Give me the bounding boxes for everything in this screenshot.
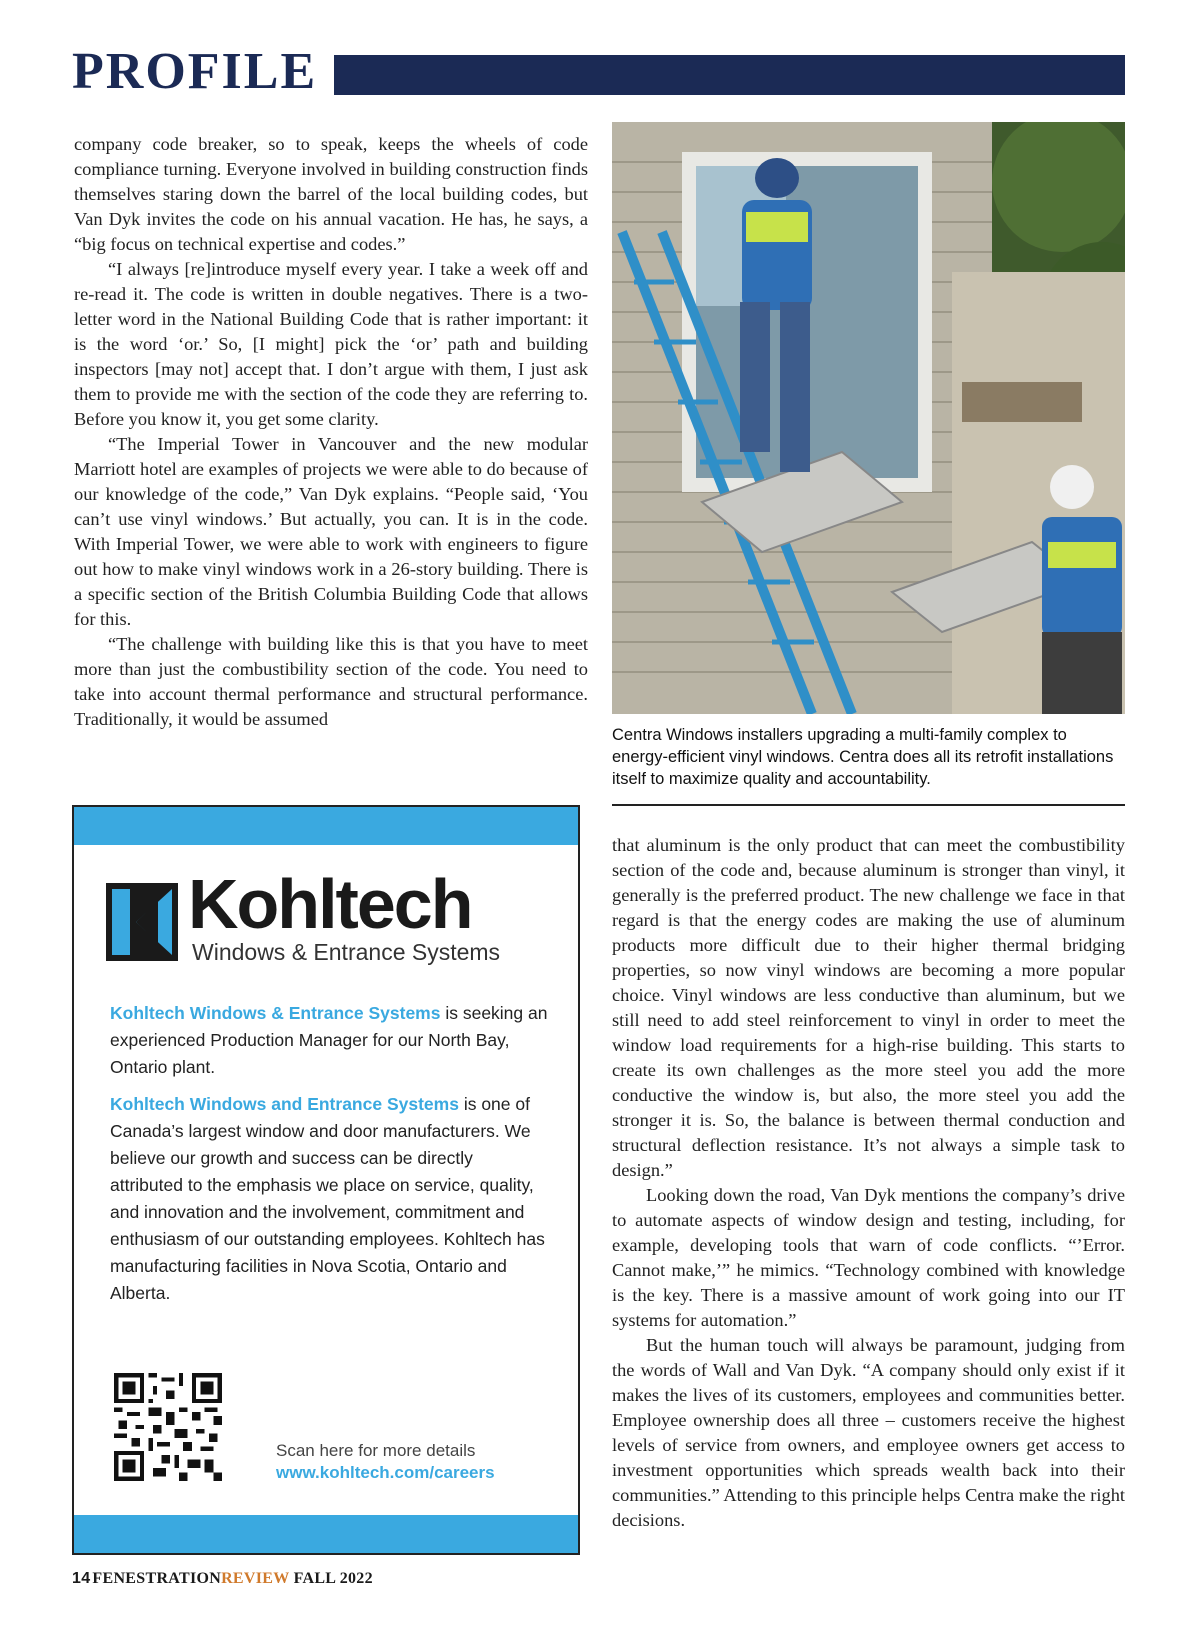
article-paragraph: Looking down the road, Van Dyk mentions the company’s drive to automate aspects of window design and testing, including, for example, developing tools that warn of code conflicts. “’Error. Cannot make,’” he mimics. “Technology combined with knowledge is the key. There is a massive amount of work going into our IT systems for automation.” xyxy=(612,1185,1125,1330)
article-left-column xyxy=(74,132,588,732)
kohltech-advertisement[interactable] xyxy=(72,805,580,1555)
page-footer xyxy=(72,1570,373,1588)
photo-caption: Centra Windows installers upgrading a multi-family complex to energy-efficient vinyl windows. Centra does all its retrofit installations itself to maximize quality and accountability. xyxy=(612,726,1114,788)
logo-tagline: Windows & Entrance Systems xyxy=(192,939,501,965)
article-paragraph: “The challenge with building like this is that you have to meet more than just the combustibility section of the code. You need to take into account thermal performance and structural performance. Traditionally, it would be assumed xyxy=(74,634,588,729)
ad-paragraph xyxy=(110,1000,550,1081)
magazine-name-part2: REVIEW xyxy=(221,1570,290,1587)
ad-top-band xyxy=(74,807,578,845)
scan-instructions: Scan here for more details xyxy=(276,1441,476,1460)
issue-label: FALL 2022 xyxy=(293,1570,373,1587)
ad-company-highlight: Kohltech Windows & Entrance Systems xyxy=(110,1003,441,1023)
careers-link[interactable]: www.kohltech.com/careers xyxy=(276,1463,495,1482)
photo-illustration xyxy=(612,122,1125,714)
article-right-column xyxy=(612,833,1125,1533)
ad-bottom-band xyxy=(74,1515,578,1553)
ad-paragraph-text: is one of Canada’s largest window and door manufacturers. We believe our growth and success can be directly attributed to the emphasis we place on service, quality, and innovation and the involvement, commitment and enthusiasm of our outstanding employees. Kohltech has manufacturing facilities in Nova Scotia, Ontario and Alberta. xyxy=(110,1094,545,1303)
caption-divider xyxy=(612,804,1125,806)
article-paragraph: But the human touch will always be paramount, judging from the words of Wall and Van Dyk. “A company should only exist if it makes the lives of its customers, employees and communities better. Employee ownership does all three – customers receive the highest levels of service from owners, and employee owners get access to investment opportunities which spreads wealth back into their communities.” Attending to this principle helps Centra make the right decisions. xyxy=(612,1335,1125,1530)
article-paragraph: that aluminum is the only product that can meet the combustibility section of the code and, because aluminum is stronger than vinyl, it generally is the preferred product. The new challenge we face in that regard is that the energy codes are making the use of aluminum products more difficult due to their higher thermal bridging properties, so now vinyl windows are becoming a more popular choice. Vinyl windows are less conductive than aluminum, but we still need to add steel reinforcement to vinyl in order to meet the window load requirements for a high-rise building. This starts to create its own challenges as the more steel you add the more conductive the window is, but also, the more steel you add the stronger it is. So, the balance is between thermal conduction and structural deflection resistance. It’s not always a simple task to design.” xyxy=(612,835,1125,1180)
kohltech-logo-icon xyxy=(106,883,178,961)
article-paragraph: “The Imperial Tower in Vancouver and the new modular Marriott hotel are examples of projects we were able to do because of our knowledge of the code,” Van Dyk explains. “People said, ‘You can’t use vinyl windows.’ But actually, you can. It is in the code. With Imperial Tower, we were able to work with engineers to figure out how to make vinyl windows work in a 26-story building. There is a specific section of the British Columbia Building Code that allows for this. xyxy=(74,434,588,629)
logo-wordmark: Kohltech xyxy=(188,865,472,943)
section-title: PROFILE xyxy=(72,43,318,100)
title-bar xyxy=(334,55,1125,95)
magazine-name-part1: FENESTRATION xyxy=(92,1570,222,1587)
ad-body-text xyxy=(110,1000,550,1317)
ad-company-highlight: Kohltech Windows and Entrance Systems xyxy=(110,1094,459,1114)
article-paragraph: “I always [re]introduce myself every year. I take a week off and re-read it. The code is written in double negatives. There is a two-letter word in the National Building Code that is rather important: it is the word ‘or.’ So, [I might] pick the ‘or’ path and building inspectors [may not] accept that. I don’t argue with them, I just ask them to provide me with the section of the code they are referring to. Before you know it, you get some clarity. xyxy=(74,259,588,429)
page-number: 14 xyxy=(72,1570,91,1587)
article-paragraph: company code breaker, so to speak, keeps the wheels of code compliance turning. Everyone involved in building construction finds themselves staring down the barrel of the local building codes, but Van Dyk invites the code on his annual vacation. He has, he says, a “big focus on technical expertise and codes.” xyxy=(74,134,588,254)
ad-paragraph xyxy=(110,1091,550,1307)
ad-paragraph-text: is seeking an experienced Production Manager for our North Bay, Ontario plant. xyxy=(110,1003,548,1077)
qr-code-icon[interactable] xyxy=(114,1373,222,1481)
installers-photo xyxy=(612,122,1125,714)
